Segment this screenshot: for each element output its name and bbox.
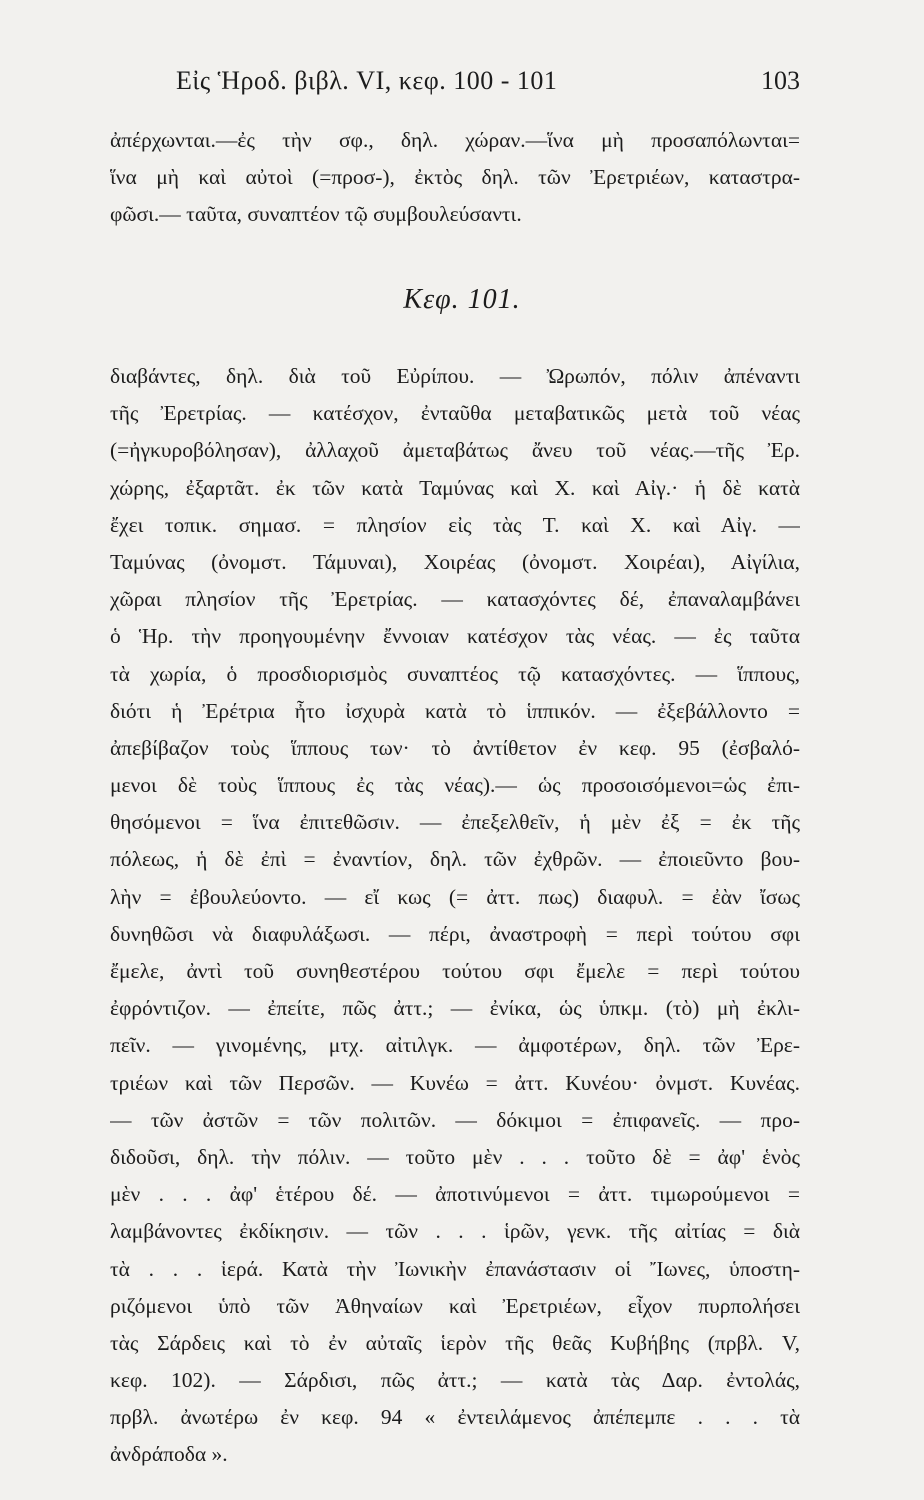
text-line: ριζόμενοι ὑπὸ τῶν Ἀθηναίων καὶ Ἐρετριέων, εἶχον πυρπολήσει <box>110 1293 800 1318</box>
text-line: ἐφρόντιζον. — ἐπείτε, πῶς ἀττ.; — ἐνίκα, ὡς ὑπκμ. (τὸ) μὴ ἐκλι- <box>110 996 800 1021</box>
text-line: ὁ Ἡρ. τὴν προηγουμένην ἔννοιαν κατέσχον τὰς νέας. — ἐς ταῦτα <box>110 624 800 649</box>
text-line: διδοῦσι, δηλ. τὴν πόλιν. — τοῦτο μὲν . . . τοῦτο δὲ = ἀφ' ἑνὸς <box>110 1144 800 1169</box>
text-line: (=ἠγκυροβόλησαν), ἀλλαχοῦ ἀμεταβάτως ἄνευ τοῦ νέας.—τῆς Ἐρ. <box>110 438 800 463</box>
text-line: ἵνα μὴ καὶ αὐτοὶ (=προσ-), ἐκτὸς δηλ. τῶν Ἐρετριέων, καταστρα- <box>110 165 800 190</box>
text-line: πεῖν. — γινομένης, μτχ. αἰτιλγκ. — ἀμφοτέρων, δηλ. τῶν Ἐρε- <box>110 1033 800 1058</box>
text-line: ἔχει τοπικ. σημασ. = πλησίον εἰς τὰς Τ. καὶ Χ. καὶ Αἰγ. — <box>110 512 800 537</box>
text-line: πρβλ. ἀνωτέρω ἐν κεφ. 94 « ἐντειλάμενος ἀπέπεμπε . . . τὰ <box>110 1405 800 1430</box>
text-line: πόλεως, ἡ δὲ ἐπὶ = ἐναντίον, δηλ. τῶν ἐχθρῶν. — ἐποιεῦντο βου- <box>110 847 800 872</box>
text-line: τῆς Ἐρετρίας. — κατέσχον, ἐνταῦθα μεταβατικῶς μετὰ τοῦ νέας <box>110 401 800 426</box>
text-line: ἔμελε, ἀντὶ τοῦ συνηθεστέρου τούτου σφι ἔμελε = περὶ τούτου <box>110 959 800 983</box>
text-line: τὰ . . . ἱερά. Κατὰ τὴν Ἰωνικὴν ἐπανάστασιν οἱ Ἴωνες, ὑποστη- <box>110 1256 800 1281</box>
text-line: κεφ. 102). — Σάρδισι, πῶς ἀττ.; — κατὰ τὰς Δαρ. ἐντολάς, <box>110 1368 800 1393</box>
chapter-commentary <box>110 358 800 1474</box>
text-line: μενοι δὲ τοὺς ἵππους ἐς τὰς νέας).— ὡς προσοισόμενοι=ὡς ἐπι- <box>110 773 800 798</box>
text-line: λαμβάνοντες ἐκδίκησιν. — τῶν . . . ἱρῶν, γενκ. τῆς αἰτίας = διὰ <box>110 1219 800 1244</box>
text-line: διότι ἡ Ἐρέτρια ἦτο ἰσχυρὰ κατὰ τὸ ἱππικόν. — ἐξεβάλλοντο = <box>110 698 800 723</box>
text-line: ἀπέρχωνται.—ἐς τὴν σφ., δηλ. χώραν.—ἵνα μὴ προσαπόλωνται= <box>110 128 800 152</box>
running-head <box>110 66 800 106</box>
text-line: χῶραι πλησίον τῆς Ἐρετρίας. — κατασχόντες δέ, ἐπαναλαμβάνει <box>110 587 800 612</box>
text-line: μὲν . . . ἀφ' ἑτέρου δέ. — ἀποτινύμενοι = ἀττ. τιμωρούμενοι = <box>110 1182 800 1207</box>
text-line: θησόμενοι = ἵνα ἐπιτεθῶσιν. — ἐπεξελθεῖν, ἡ μὲν ἐξ = ἐκ τῆς <box>110 810 800 835</box>
text-line: φῶσι.— ταῦτα, συναπτέον τῷ συμβουλεύσαντι. <box>110 202 522 227</box>
page-number: 103 <box>761 66 800 95</box>
text-line: τὰ χωρία, ὁ προσδιορισμὸς συναπτέος τῷ κατασχόντες. — ἵππους, <box>110 661 800 686</box>
running-title: Εἰς Ἡροδ. βιβλ. VI, κεφ. 100 - 101 <box>176 66 558 95</box>
text-line: ἀνδράποδα ». <box>110 1442 228 1467</box>
text-line: διαβάντες, δηλ. διὰ τοῦ Εὐρίπου. — Ὠρωπόν, πόλιν ἀπέναντι <box>110 364 800 388</box>
text-line: ἀπεβίβαζον τοὺς ἵππους των· τὸ ἀντίθετον ἐν κεφ. 95 (ἐσβαλό- <box>110 735 800 760</box>
text-line: Ταμύνας (ὀνομστ. Τάμυναι), Χοιρέας (ὀνομστ. Χοιρέαι), Αἰγίλια, <box>110 549 800 574</box>
text-line: τριέων καὶ τῶν Περσῶν. — Κυνέω = ἀττ. Κυνέου· ὀνμστ. Κυνέας. <box>110 1070 800 1095</box>
text-line: δυνηθῶσι νὰ διαφυλάξωσι. — πέρι, ἀναστροφὴ = περὶ τούτου σφι <box>110 921 800 946</box>
commentary-continuation <box>110 122 800 234</box>
text-line: τὰς Σάρδεις καὶ τὸ ἐν αὐταῖς ἱερὸν τῆς θεᾶς Κυβήβης (πρβλ. V, <box>110 1330 800 1355</box>
text-line: λὴν = ἐβουλεύοντο. — εἴ κως (= ἀττ. πως) διαφυλ. = ἐὰν ἴσως <box>110 884 800 909</box>
text-line: — τῶν ἀστῶν = τῶν πολιτῶν. — δόκιμοι = ἐπιφανεῖς. — προ- <box>110 1107 800 1132</box>
chapter-heading: Κεφ. 101. <box>403 284 521 315</box>
text-line: χώρης, ἐξαρτᾶτ. ἐκ τῶν κατὰ Ταμύνας καὶ Χ. καὶ Αἰγ.· ἡ δὲ κατὰ <box>110 475 800 500</box>
